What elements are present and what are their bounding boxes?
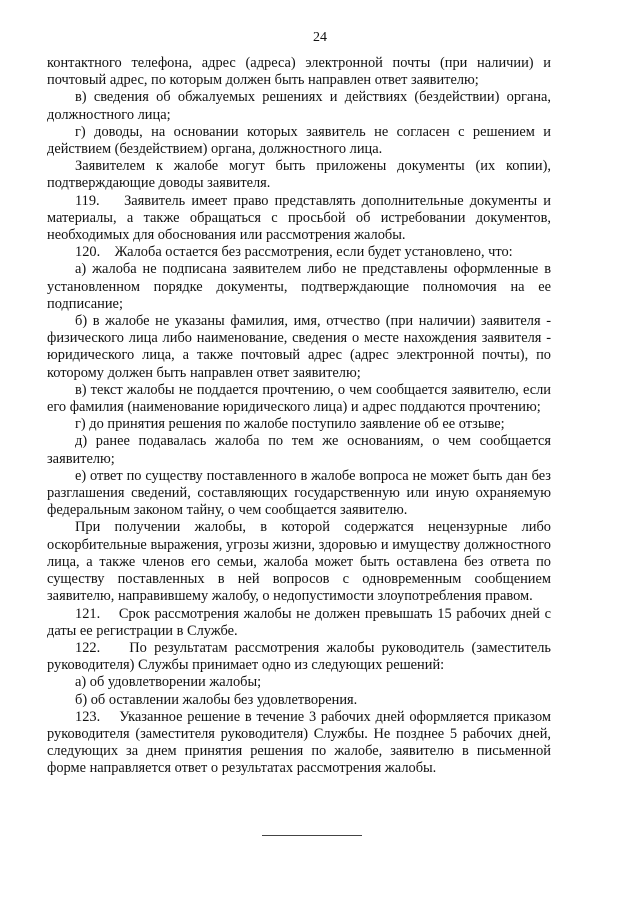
paragraph-120-item-a: а) жалоба не подписана заявителем либо не представлены оформленные в установленном порядке документы, подтверждающие полномочия на ее подписание;: [47, 261, 551, 312]
paragraph-122-item-b: б) об оставлении жалобы без удовлетворения.: [75, 691, 358, 708]
paragraph-123: 123. Указанное решение в течение 3 рабочих дней оформляется приказом руководителя (заместителя руководителя) Службы. Не позднее 5 рабочих дней, следующих за днем принятия решения по жалобе, заявителю в письменной форме направляется ответ о результатах рассмотрения жалобы.: [47, 708, 551, 777]
paragraph-120-item-d: д) ранее подавалась жалоба по тем же основаниям, о чем сообщается заявителю;: [47, 433, 551, 467]
paragraph-119: 119. Заявитель имеет право представлять дополнительные документы и материалы, а также обращаться с просьбой об истребовании документов, необходимых для обоснования или рассмотрения жалобы.: [47, 192, 551, 244]
paragraph-obscene-complaint: При получении жалобы, в которой содержатся нецензурные либо оскорбительные выражения, угрозы жизни, здоровью и имуществу должностного лица, а также членов его семьи, жалоба может быть оставлена без ответа по существу поставленных в ней вопросов с одновременным сообщением заявителю, направившему жалобу, о недопустимости злоупотребления правом.: [47, 519, 551, 605]
paragraph-item-v-decisions: в) сведения об обжалуемых решениях и действиях (бездействии) органа, должностного лица;: [47, 89, 551, 123]
paragraph-120-item-g: г) до принятия решения по жалобе поступило заявление об ее отзыве;: [75, 416, 505, 433]
paragraph-120-item-b: б) в жалобе не указаны фамилия, имя, отчество (при наличии) заявителя - физического лица либо наименование, сведения о месте нахождения заявителя - юридического лица, а также почтовый адрес (адрес электронной почты), по которому должен быть направлен ответ заявителю;: [47, 313, 551, 381]
paragraph-item-g-arguments: г) доводы, на основании которых заявитель не согласен с решением и действием (бездействием) органа, должностного лица.: [47, 123, 551, 158]
document-body: [47, 55, 551, 778]
paragraph-122: 122. По результатам рассмотрения жалобы руководитель (заместитель руководителя) Службы принимает одно из следующих решений:: [47, 639, 551, 674]
paragraph-attached-documents: Заявителем к жалобе могут быть приложены документы (их копии), подтверждающие доводы заявителя.: [47, 158, 551, 192]
end-of-text-rule: [262, 835, 362, 836]
paragraph-contact-details: контактного телефона, адрес (адреса) электронной почты (при наличии) и почтовый адрес, по которым должен быть направлен ответ заявителю;: [47, 55, 551, 89]
paragraph-120-item-e: е) ответ по существу поставленного в жалобе вопроса не может быть дан без разглашения сведений, составляющих государственную или иную охраняемую федеральным законом тайну, о чем сообщается заявителю.: [47, 467, 551, 519]
paragraph-120: 120. Жалоба остается без рассмотрения, если будет установлено, что:: [75, 244, 513, 261]
paragraph-120-item-v: в) текст жалобы не поддается прочтению, о чем сообщается заявителю, если его фамилия (наименование юридического лица) и адрес поддаются прочтению;: [47, 381, 551, 416]
paragraph-122-item-a: а) об удовлетворении жалобы;: [75, 674, 262, 691]
paragraph-121: 121. Срок рассмотрения жалобы не должен превышать 15 рабочих дней с даты ее регистрации в Службе.: [47, 605, 551, 639]
page-number: 24: [313, 30, 327, 45]
